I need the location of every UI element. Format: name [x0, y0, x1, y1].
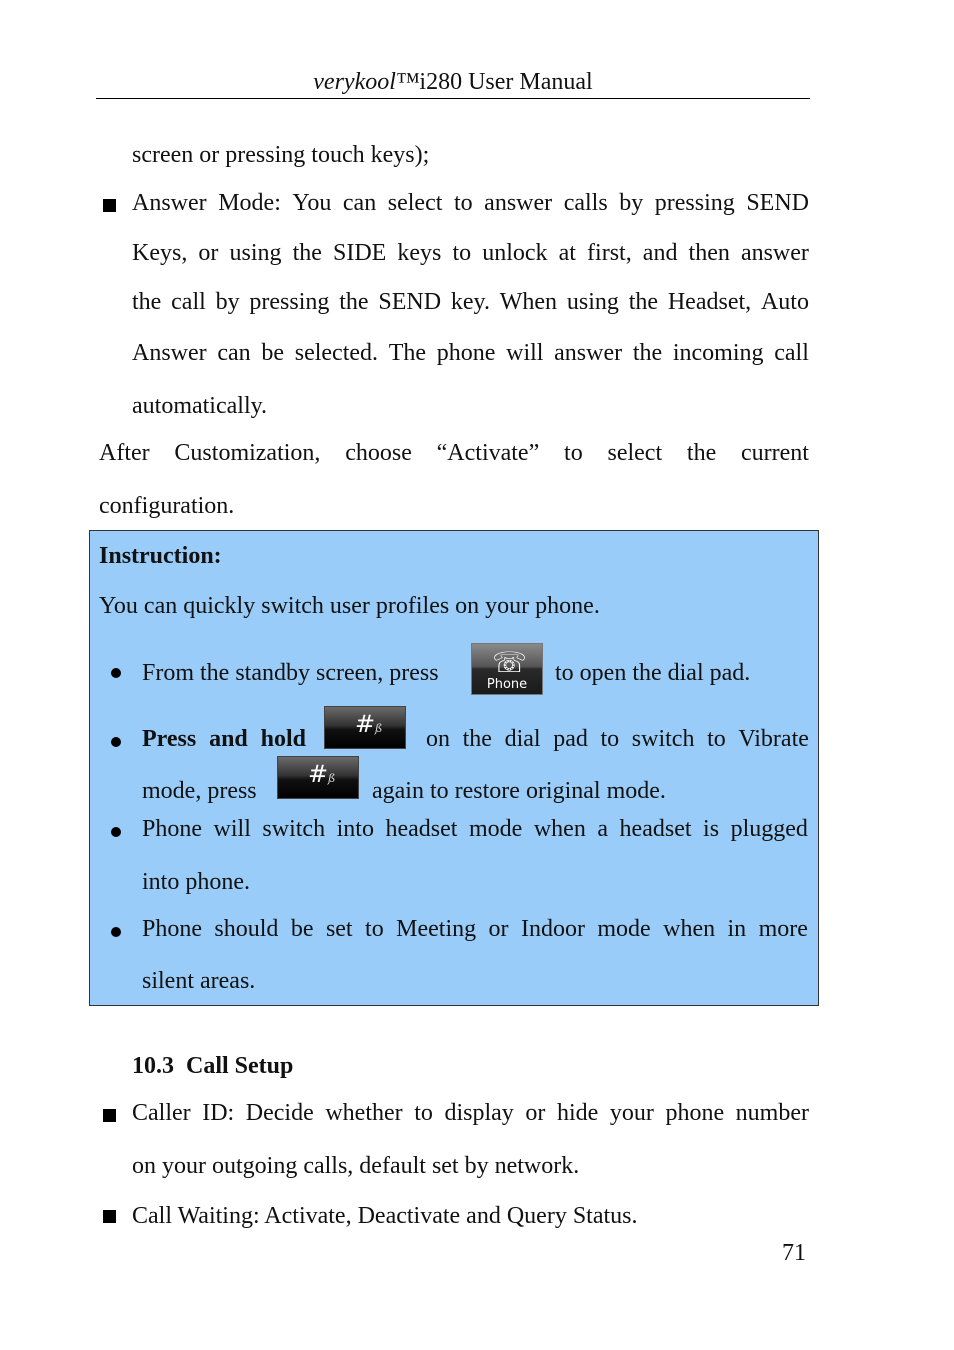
item1-text-before: From the standby screen, press: [142, 660, 439, 686]
word: phone: [436, 340, 496, 366]
word: will: [506, 340, 544, 366]
bullet-dot-icon: [111, 827, 121, 837]
word: Phone: [142, 916, 202, 942]
word: the: [628, 289, 659, 315]
word: hold: [260, 726, 306, 752]
item3-line-1: [142, 816, 808, 843]
caller-id-line-2: on your outgoing calls, default set by network.: [132, 1153, 580, 1179]
word: switch: [262, 816, 326, 842]
word: Customization,: [174, 440, 321, 466]
word: the: [462, 726, 492, 752]
word: When: [499, 289, 558, 315]
page-number: 71: [782, 1240, 806, 1266]
bullet-dot-icon: [111, 927, 121, 937]
word: Meeting: [396, 916, 477, 942]
item1-text-after: to open the dial pad.: [555, 660, 751, 686]
word: and: [642, 240, 678, 266]
word: whether: [325, 1100, 403, 1126]
word: phone: [665, 1100, 725, 1126]
word: or: [488, 916, 509, 942]
word: into: [336, 816, 374, 842]
word: to: [452, 240, 472, 266]
word: to: [600, 726, 620, 752]
word: unlock: [482, 240, 548, 266]
word: selected.: [294, 340, 379, 366]
word: can: [342, 190, 377, 216]
word: Keys,: [132, 240, 188, 266]
word: first,: [587, 240, 632, 266]
word: display: [444, 1100, 514, 1126]
after-customization-line-2: configuration.: [99, 493, 235, 519]
word: answer: [484, 190, 553, 216]
word: be: [290, 916, 314, 942]
word: ID:: [202, 1100, 235, 1126]
page-header: [96, 66, 810, 99]
word: will: [213, 816, 251, 842]
item2-line2-after: again to restore original mode.: [372, 778, 666, 804]
word: “Activate”: [436, 440, 540, 466]
word: call: [171, 289, 206, 315]
word: dial: [504, 726, 541, 752]
word: in: [727, 916, 747, 942]
item2-text-after: [426, 726, 809, 753]
hash-subscript: ß: [375, 722, 383, 735]
word: key.: [450, 289, 490, 315]
phone-icon-label: Phone: [486, 677, 528, 692]
word: plugged: [730, 816, 808, 842]
word: Caller: [132, 1100, 191, 1126]
word: The: [388, 340, 427, 366]
word: calls: [563, 190, 608, 216]
section-title: Call Setup: [186, 1053, 294, 1079]
item4-line-2: silent areas.: [142, 968, 256, 994]
word: number: [735, 1100, 809, 1126]
item3-line-2: into phone.: [142, 869, 250, 895]
item2-bold-text: [142, 726, 306, 753]
word: set: [325, 916, 353, 942]
word: select: [387, 190, 443, 216]
bullet-dot-icon: [111, 668, 121, 678]
word: on: [426, 726, 450, 752]
answer-mode-line-1: [132, 190, 809, 217]
instruction-box: [89, 530, 819, 1006]
word: mode: [468, 816, 523, 842]
hash-key-icon: [324, 706, 406, 749]
manual-title: i280 User Manual: [419, 69, 593, 95]
bullet-dot-icon: [111, 737, 121, 747]
word: headset: [619, 816, 692, 842]
word: more: [758, 916, 808, 942]
word: can: [217, 340, 251, 366]
word: the: [686, 440, 717, 466]
hash-symbol: #: [355, 710, 376, 738]
section-heading: [132, 1051, 293, 1081]
section-number: 10.3: [132, 1053, 174, 1079]
word: or: [525, 1100, 546, 1126]
word: the: [339, 289, 369, 315]
word: the: [132, 289, 162, 315]
word: by: [215, 289, 240, 315]
word: when: [663, 916, 716, 942]
hash-key-icon: [277, 756, 359, 799]
word: pressing: [249, 289, 330, 315]
word: or: [198, 240, 219, 266]
word: answer: [740, 240, 809, 266]
word: switch: [631, 726, 695, 752]
square-bullet-icon: [103, 1109, 116, 1122]
phone-app-icon: [471, 643, 543, 695]
word: SEND: [378, 289, 442, 315]
word: choose: [345, 440, 412, 466]
word: Answer: [132, 190, 207, 216]
word: call: [774, 340, 809, 366]
word: Indoor: [520, 916, 585, 942]
word: when: [533, 816, 586, 842]
answer-mode-line-2: [132, 240, 809, 267]
continuation-text: screen or pressing touch keys);: [132, 142, 430, 168]
word: You: [292, 190, 332, 216]
word: Phone: [142, 816, 202, 842]
word: SIDE: [332, 240, 387, 266]
word: Vibrate: [738, 726, 809, 752]
word: then: [688, 240, 730, 266]
word: Press: [142, 726, 197, 752]
word: current: [741, 440, 809, 466]
word: mode: [597, 916, 651, 942]
word: Answer: [132, 340, 207, 366]
answer-mode-line-4: [132, 340, 809, 367]
square-bullet-icon: [103, 1210, 116, 1223]
word: to: [707, 726, 726, 752]
caller-id-line-1: [132, 1100, 809, 1127]
word: a: [597, 816, 609, 842]
answer-mode-line-5: automatically.: [132, 393, 268, 419]
word: answer: [554, 340, 623, 366]
word: keys: [397, 240, 442, 266]
word: by: [619, 190, 644, 216]
word: SEND: [746, 190, 809, 216]
square-bullet-icon: [103, 199, 116, 212]
word: using: [566, 289, 619, 315]
word: pad: [553, 726, 588, 752]
word: select: [607, 440, 663, 466]
word: should: [214, 916, 279, 942]
word: and: [209, 726, 248, 752]
word: Auto: [760, 289, 809, 315]
word: Decide: [245, 1100, 314, 1126]
word: be: [261, 340, 285, 366]
word: is: [703, 816, 720, 842]
word: the: [632, 340, 663, 366]
word: to: [414, 1100, 433, 1126]
item2-line2-before: mode, press: [142, 778, 257, 804]
call-waiting-text: Call Waiting: Activate, Deactivate and Query Status.: [132, 1203, 638, 1229]
after-customization-line-1: [99, 440, 809, 467]
item4-line-1: [142, 916, 808, 943]
word: pressing: [654, 190, 735, 216]
handset-icon: ☏: [492, 646, 528, 679]
hash-symbol: #: [308, 760, 329, 788]
instruction-title: Instruction:: [99, 543, 222, 569]
hash-subscript: ß: [328, 772, 336, 785]
word: Headset,: [667, 289, 752, 315]
word: using: [229, 240, 282, 266]
word: to: [564, 440, 583, 466]
instruction-intro: You can quickly switch user profiles on your phone.: [99, 593, 600, 619]
brand-name: verykool™: [313, 69, 420, 95]
word: to: [453, 190, 473, 216]
answer-mode-line-3: [132, 289, 809, 316]
word: hide: [556, 1100, 599, 1126]
word: your: [609, 1100, 654, 1126]
word: headset: [385, 816, 458, 842]
word: incoming: [672, 340, 764, 366]
word: the: [292, 240, 322, 266]
word: Mode:: [218, 190, 281, 216]
word: After: [99, 440, 150, 466]
word: to: [365, 916, 384, 942]
word: at: [558, 240, 576, 266]
